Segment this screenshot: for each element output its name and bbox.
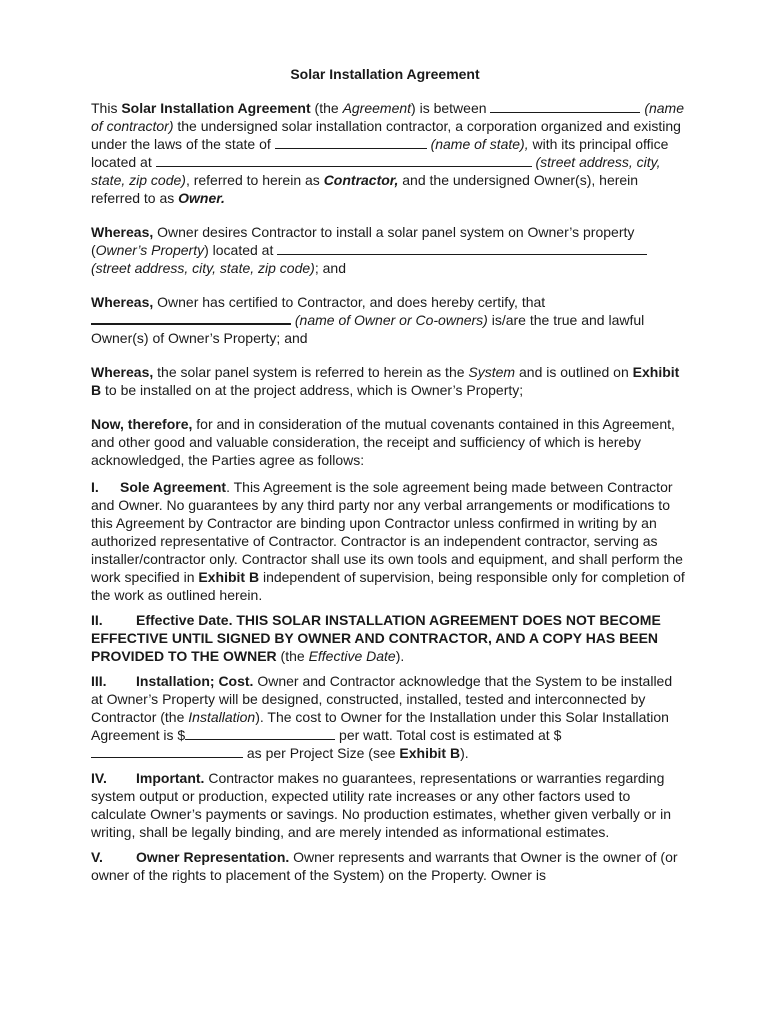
intro-text: ) is between <box>411 100 491 116</box>
now-therefore-paragraph <box>91 415 686 469</box>
section-3 <box>91 672 686 762</box>
section-text: independent of supervision, being responsible only for completion of the work as outlined herein. <box>91 569 685 603</box>
section-text: per watt. Total cost is estimated at $ <box>335 727 562 743</box>
whereas-lead: Whereas, <box>91 364 154 380</box>
section-number: V. <box>91 849 103 865</box>
section-2 <box>91 611 686 665</box>
whereas-text: Owner has certified to Contractor, and does hereby certify, that <box>153 294 546 310</box>
agreement-term: Agreement <box>342 100 412 116</box>
intro-text: , referred to herein as <box>185 172 324 188</box>
section-number: IV. <box>91 770 107 786</box>
whereas-lead: Whereas, <box>91 294 154 310</box>
whereas-text: is/are the true and lawful Owner(s) of Owner’s Property; and <box>91 312 645 346</box>
section-text: ). <box>460 745 469 761</box>
owner-names-blank[interactable] <box>91 311 291 325</box>
intro-text: and the undersigned Owner(s), herein referred to as <box>91 172 639 206</box>
section-text: Contractor makes no guarantees, representations or warranties regarding system output or production, expected utility rate increases or any other factors used to calculate Owner’s payments or savings. No production estimates, whether given verbally or in writing, shall be legally binding, and are merely intended as informational estimates. <box>91 770 671 840</box>
section-text: . This Agreement is the sole agreement being made between Contractor and Owner. No guarantees by any third party nor any verbal arrangements or modifications to this Agreement by Contractor are binding upon Contractor unless confirmed in writing by an authorized representative of Contractor. Contractor is an independent contractor, serving as installer/contractor only. Contractor shall use its own tools and equipment, and shall perform the work specified in <box>91 479 683 585</box>
whereas-paragraph-3 <box>91 363 686 399</box>
system-term: System <box>468 364 516 380</box>
price-per-watt-blank[interactable] <box>185 727 335 740</box>
whereas-text: ; and <box>314 260 346 276</box>
installation-term: Installation <box>188 709 256 725</box>
state-blank[interactable] <box>275 136 427 149</box>
section-text: as per Project Size (see <box>243 745 400 761</box>
section-1 <box>91 478 686 604</box>
intro-text: the undersigned solar installation contractor, a corporation organized and existing under the laws of the state of <box>91 118 681 152</box>
effective-date-term: Effective Date <box>308 648 396 664</box>
whereas-text: the solar panel system is referred to herein as the <box>153 364 469 380</box>
state-hint: (name of state), <box>430 136 529 152</box>
contractor-name-hint: (name of contractor) <box>91 100 684 134</box>
owners-property-term: Owner’s Property <box>95 242 205 258</box>
section-heading: Installation; Cost. <box>136 673 254 689</box>
exhibit-b-ref: Exhibit B <box>91 364 680 398</box>
now-therefore-lead: Now, therefore, <box>91 416 193 432</box>
section-number: III. <box>91 673 107 689</box>
section-5 <box>91 848 686 884</box>
section-4 <box>91 769 686 841</box>
exhibit-b-ref: Exhibit B <box>198 569 260 585</box>
section-text: Owner represents and warrants that Owner is the owner of (or owner of the rights to placement of the System) on the Property. Owner is <box>91 849 678 883</box>
section-heading: Effective Date. THIS SOLAR INSTALLATION AGREEMENT DOES NOT BECOME EFFECTIVE UNTIL SIGNED BY OWNER AND CONTRACTOR, AND A COPY HAS BEEN PROVIDED TO THE OWNER <box>91 612 661 664</box>
section-text: ). <box>395 648 405 664</box>
section-heading: Important. <box>136 770 205 786</box>
whereas-text: Owner desires Contractor to install a solar panel system on Owner’s property ( <box>91 224 635 258</box>
office-address-blank[interactable] <box>156 154 532 167</box>
document-body <box>91 99 686 891</box>
whereas-text: to be installed on at the project address, which is Owner’s Property; <box>101 382 524 398</box>
intro-text: (the <box>310 100 343 116</box>
whereas-text: and is outlined on <box>515 364 633 380</box>
owner-term: Owner. <box>178 190 225 206</box>
exhibit-b-ref: Exhibit B <box>399 745 461 761</box>
contractor-name-blank[interactable] <box>490 100 640 113</box>
section-number: I. <box>91 479 99 495</box>
whereas-lead: Whereas, <box>91 224 154 240</box>
intro-text: with its principal office located at <box>91 136 669 170</box>
property-address-blank[interactable] <box>277 242 647 255</box>
agreement-name: Solar Installation Agreement <box>121 100 311 116</box>
now-therefore-text: for and in consideration of the mutual covenants contained in this Agreement, and other good and valuable consideration, the receipt and sufficiency of which is hereby acknowledged, the Parties agree as follows: <box>91 416 675 468</box>
section-text: Owner and Contractor acknowledge that the System to be installed at Owner’s Property will be designed, constructed, installed, tested and interconnected by Contractor (the <box>91 673 673 725</box>
section-text: ). The cost to Owner for the Installation under this Solar Installation Agreement is $ <box>91 709 669 743</box>
intro-paragraph <box>91 99 686 207</box>
office-address-hint: (street address, city, state, zip code) <box>91 154 661 188</box>
whereas-paragraph-1 <box>91 223 686 277</box>
property-address-hint: (street address, city, state, zip code) <box>91 260 315 276</box>
section-text: (the <box>276 648 309 664</box>
whereas-paragraph-2 <box>91 293 686 347</box>
intro-text: This <box>91 100 122 116</box>
section-heading: Sole Agreement <box>120 479 227 495</box>
section-number: II. <box>91 612 103 628</box>
contractor-term: Contractor, <box>323 172 399 188</box>
document-title: Solar Installation Agreement <box>290 66 480 82</box>
owner-names-hint: (name of Owner or Co-owners) <box>294 312 488 328</box>
section-heading: Owner Representation. <box>136 849 290 865</box>
total-cost-blank[interactable] <box>91 745 243 758</box>
whereas-text: ) located at <box>204 242 278 258</box>
